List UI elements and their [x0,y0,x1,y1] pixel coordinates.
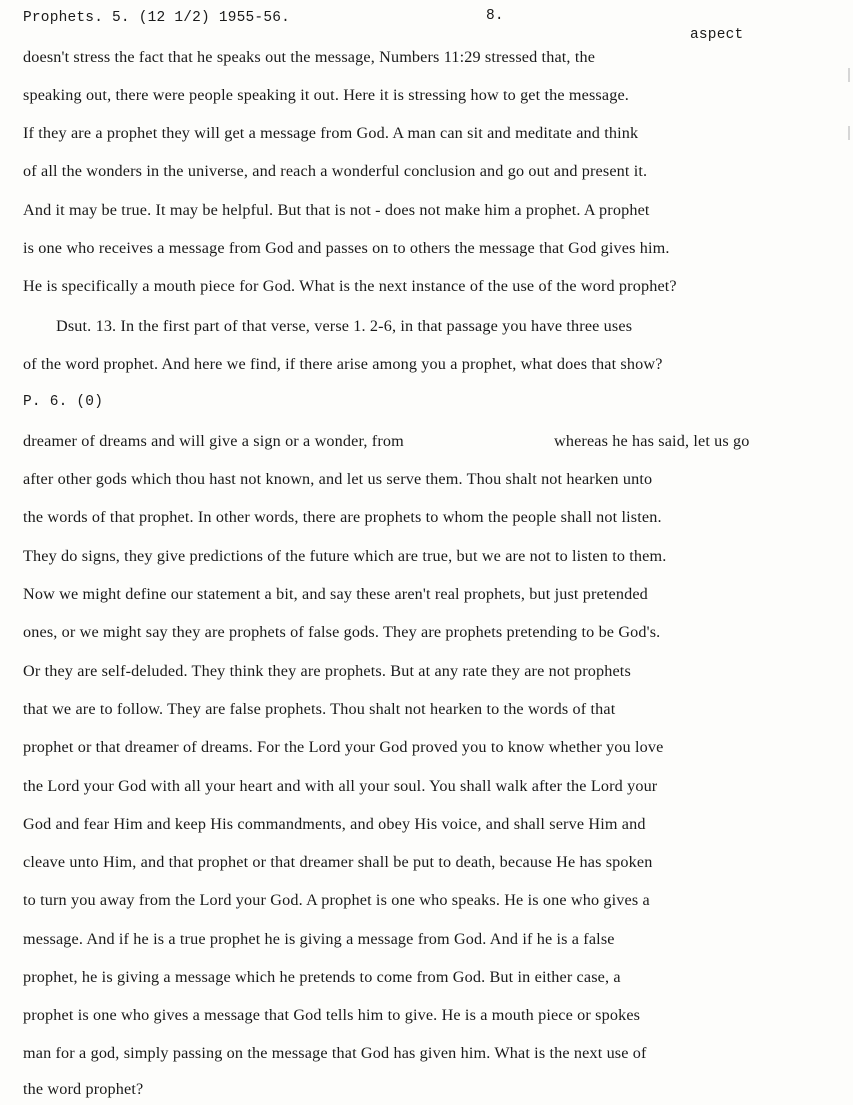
text-line: prophet is one who gives a message that God tells him to give. He is a mouth piece or spokes [23,1006,641,1024]
section-reference: P. 6. (0) [23,394,104,410]
scan-edge-mark [848,126,850,140]
text-line: ones, or we might say they are prophets of false gods. They are prophets pretending to be God's. [23,623,661,641]
text-line: speaking out, there were people speaking it out. Here it is stressing how to get the message. [23,86,629,104]
scan-edge-mark [848,68,850,82]
text-line: If they are a prophet they will get a message from God. A man can sit and meditate and think [23,124,639,142]
text-line: of the word prophet. And here we find, if there arise among you a prophet, what does that show? [23,355,663,373]
text-line: is one who receives a message from God and passes on to others the message that God gives him. [23,239,670,257]
text-line: the word prophet? [23,1080,144,1098]
text-line: message. And if he is a true prophet he is giving a message from God. And if he is a false [23,930,615,948]
text-line: doesn't stress the fact that he speaks out the message, Numbers 11:29 stressed that, the [23,48,596,66]
text-line: dreamer of dreams and will give a sign or a wonder, from [23,432,404,450]
page-header-title: Prophets. 5. (12 1/2) 1955-56. [23,10,291,26]
text-line-indented: Dsut. 13. In the first part of that verse, verse 1. 2-6, in that passage you have three uses [56,317,633,335]
text-line-continuation: whereas he has said, let us go [554,432,750,450]
text-line: prophet or that dreamer of dreams. For the Lord your God proved you to know whether you love [23,738,664,756]
text-line: that we are to follow. They are false prophets. Thou shalt not hearken to the words of that [23,700,616,718]
text-line: He is specifically a mouth piece for God. What is the next instance of the use of the word prophet? [23,277,677,295]
text-line: the Lord your God with all your heart and with all your soul. You shall walk after the Lord your [23,777,658,795]
text-line: They do signs, they give predictions of the future which are true, but we are not to listen to them. [23,547,667,565]
text-line: after other gods which thou hast not known, and let us serve them. Thou shalt not hearken unto [23,470,653,488]
text-line: of all the wonders in the universe, and reach a wonderful conclusion and go out and present it. [23,162,648,180]
text-line: prophet, he is giving a message which he pretends to come from God. But in either case, a [23,968,621,986]
text-line: the words of that prophet. In other words, there are prophets to whom the people shall not listen. [23,508,662,526]
text-line: man for a god, simply passing on the message that God has given him. What is the next use of [23,1044,647,1062]
text-line: to turn you away from the Lord your God. A prophet is one who speaks. He is one who gives a [23,891,650,909]
text-line: Or they are self-deluded. They think they are prophets. But at any rate they are not prophets [23,662,631,680]
text-line: cleave unto Him, and that prophet or that dreamer shall be put to death, because He has spoken [23,853,653,871]
handwritten-insertion: aspect [690,27,744,43]
text-line: Now we might define our statement a bit, and say these aren't real prophets, but just pretended [23,585,648,603]
text-line: God and fear Him and keep His commandments, and obey His voice, and shall serve Him and [23,815,646,833]
text-line: And it may be true. It may be helpful. But that is not - does not make him a prophet. A prophet [23,201,650,219]
page-number: 8. [486,8,504,24]
